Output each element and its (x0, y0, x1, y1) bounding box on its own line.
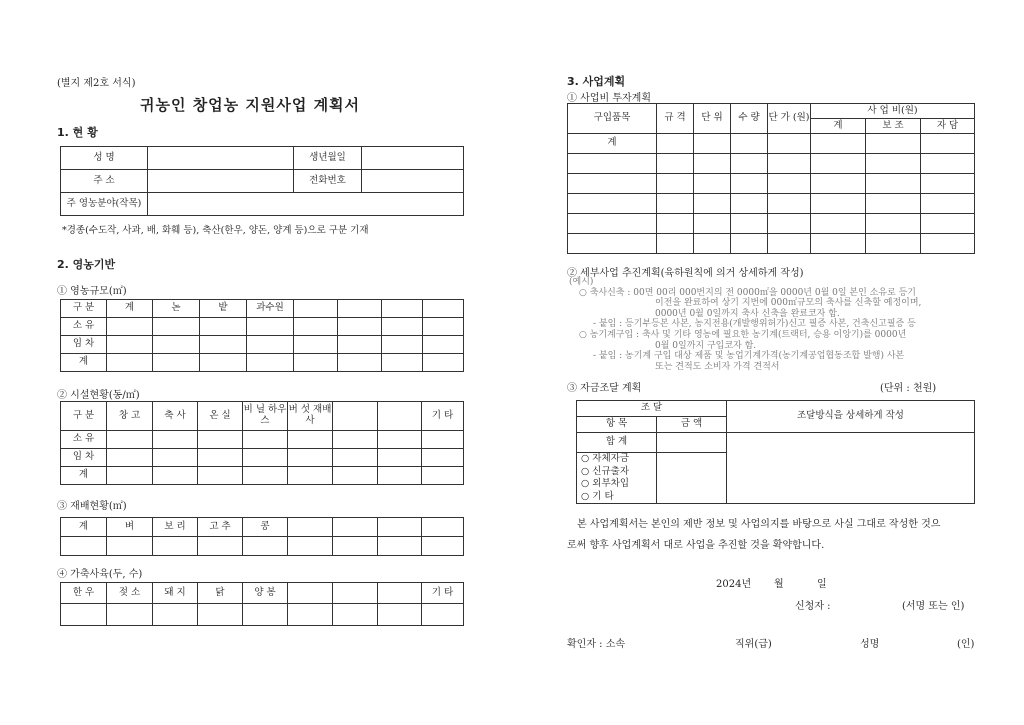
data-cell[interactable] (657, 214, 694, 234)
data-cell[interactable] (731, 174, 768, 194)
investment-caption: ① 사업비 투자계획 (567, 93, 651, 104)
data-cell[interactable] (921, 154, 975, 174)
form-reference: (별지 제2호 서식) (57, 78, 136, 89)
header-cell: 돼 지 (153, 583, 198, 604)
data-cell[interactable] (333, 449, 378, 467)
row-label: 소 유 (61, 431, 107, 449)
livestock-caption: ④ 가축사육(두, 수) (57, 569, 143, 580)
section-1-heading: 1. 현 황 (57, 126, 98, 139)
farm-scale-caption: ① 영농규모(㎡) (57, 286, 127, 297)
header-cell: 논 (153, 300, 200, 318)
data-cell[interactable] (107, 354, 153, 372)
data-cell[interactable] (153, 336, 200, 354)
data-cell[interactable] (731, 194, 768, 214)
data-cell[interactable] (768, 174, 811, 194)
data-cell[interactable] (247, 336, 294, 354)
confirm-label: 확인자 : 소속 (567, 639, 626, 650)
data-cell[interactable] (731, 134, 768, 154)
data-cell[interactable] (333, 537, 378, 556)
data-cell[interactable] (243, 537, 288, 556)
header-cell: 벼 (107, 518, 153, 537)
date-day: 일 (817, 579, 827, 590)
example-line: 이전을 완료하여 상기 지번에 000㎡규모의 축사를 신축할 예정이며, (655, 298, 922, 309)
blank-header[interactable] (338, 300, 382, 318)
funding-item: ○ 자체자금 (581, 453, 630, 464)
data-cell[interactable] (294, 336, 338, 354)
header-cell: 단 위 (694, 104, 731, 134)
example-line: ○ 축사신축 : 00면 00리 000번지의 전 0000㎡을 0000년 0월 0일 본인 소유로 등기 (579, 287, 916, 298)
data-cell[interactable] (657, 174, 694, 194)
status-table (60, 146, 464, 216)
header-cell: 버 섯 재배사 (288, 402, 333, 431)
data-cell[interactable] (107, 318, 153, 336)
phone-field[interactable] (362, 170, 464, 193)
data-cell[interactable] (768, 154, 811, 174)
data-cell[interactable] (338, 318, 382, 336)
data-cell[interactable] (921, 194, 975, 214)
blank-header[interactable] (333, 583, 378, 604)
data-cell[interactable] (61, 604, 107, 626)
data-cell[interactable] (921, 214, 975, 234)
data-cell[interactable] (294, 318, 338, 336)
farm-field-label: 주 영농분야(작목) (61, 193, 148, 216)
header-cell: 수 량 (731, 104, 768, 134)
data-cell[interactable] (422, 449, 464, 467)
header-cell: 항 목 (577, 417, 657, 433)
funding-item: ○ 외부차입 (581, 478, 630, 490)
birth-field[interactable] (362, 147, 464, 170)
data-cell[interactable] (866, 194, 921, 214)
data-cell[interactable] (198, 467, 243, 485)
data-cell[interactable] (200, 336, 247, 354)
data-cell[interactable] (768, 234, 811, 254)
data-cell[interactable] (153, 604, 198, 626)
data-cell[interactable] (243, 467, 288, 485)
cultivation-table (60, 517, 464, 556)
data-cell[interactable] (866, 134, 921, 154)
data-cell[interactable] (153, 449, 198, 467)
data-cell[interactable] (288, 449, 333, 467)
data-cell[interactable] (423, 354, 464, 372)
funding-item: ○ 신규출자 (581, 465, 630, 477)
data-cell[interactable] (694, 234, 731, 254)
data-cell[interactable] (153, 467, 198, 485)
data-cell[interactable] (378, 431, 422, 449)
data-cell[interactable] (768, 194, 811, 214)
address-label: 주 소 (61, 170, 148, 193)
page-title: 귀농인 창업농 지원사업 계획서 (140, 96, 361, 114)
blank-header[interactable] (422, 518, 464, 537)
facility-caption: ② 시설현황(동/㎡) (57, 390, 140, 401)
pledge-text (567, 514, 979, 556)
data-cell[interactable] (423, 336, 464, 354)
data-cell[interactable] (694, 154, 731, 174)
header-cell: 금 액 (657, 417, 727, 433)
total-label: 합 계 (577, 433, 657, 453)
data-cell[interactable] (657, 134, 694, 154)
data-cell[interactable] (378, 467, 422, 485)
data-cell[interactable] (200, 318, 247, 336)
header-cell: 콩 (243, 518, 288, 537)
blank-header[interactable] (423, 300, 464, 318)
data-cell[interactable] (288, 467, 333, 485)
blank-header[interactable] (382, 300, 423, 318)
farm-field-input[interactable] (148, 193, 464, 216)
data-cell[interactable] (811, 234, 866, 254)
data-cell[interactable] (288, 537, 333, 556)
blank-header[interactable] (333, 518, 378, 537)
data-cell[interactable] (378, 604, 422, 626)
pledge-line: 본 사업계획서는 본인의 제반 정보 및 사업의지를 바탕으로 사실 그대로 작성한 것으 (577, 519, 941, 530)
data-cell[interactable] (107, 431, 153, 449)
data-cell[interactable] (811, 214, 866, 234)
data-cell[interactable] (338, 336, 382, 354)
example-line: 또는 견적도 소비자 가격 견적서 (655, 361, 780, 372)
row-label: 계 (61, 467, 107, 485)
row-label: 임 차 (61, 336, 107, 354)
data-cell[interactable] (731, 214, 768, 234)
header-cell: 보 리 (153, 518, 198, 537)
data-cell[interactable] (768, 134, 811, 154)
total-amount[interactable] (657, 433, 727, 453)
data-cell[interactable] (288, 431, 333, 449)
header-cell: 비 닐 하우스 (243, 402, 288, 431)
data-cell[interactable] (333, 467, 378, 485)
funding-table (576, 400, 975, 504)
data-cell[interactable] (694, 194, 731, 214)
blank-header[interactable] (378, 402, 422, 431)
header-cell: 계 (107, 300, 153, 318)
data-cell[interactable] (422, 431, 464, 449)
example-line: ○ 농기계구입 : 축사 및 기타 영농에 필요한 농기계(트랙터, 승용 이앙기)를 0000년 (579, 330, 907, 341)
classification-note: *경종(수도작, 사과, 배, 화훼 등), 축산(한우, 양돈, 양계 등)으로 구분 기재 (62, 225, 369, 236)
applicant-sign[interactable]: (서명 또는 인) (902, 601, 965, 612)
header-cell: 보 조 (866, 119, 921, 134)
method-field[interactable] (727, 433, 975, 504)
row-label: 소 유 (61, 318, 107, 336)
date-year: 2024년 (716, 579, 752, 590)
data-cell[interactable] (731, 234, 768, 254)
data-cell[interactable] (243, 431, 288, 449)
data-cell[interactable] (294, 354, 338, 372)
row-label: 계 (568, 134, 657, 154)
data-cell[interactable] (921, 174, 975, 194)
example-line: - 붙임 : 농기계 구입 대상 제품 및 농업기계가격(농기계공업협동조합 발행) 사본 (593, 351, 905, 362)
data-cell[interactable] (153, 537, 198, 556)
data-cell[interactable] (243, 449, 288, 467)
data-cell[interactable] (568, 214, 657, 234)
data-cell[interactable] (153, 354, 200, 372)
data-cell[interactable] (694, 214, 731, 234)
header-cell: 온 실 (198, 402, 243, 431)
blank-header[interactable] (378, 583, 422, 604)
data-cell[interactable] (107, 467, 153, 485)
header-cell: 고 추 (198, 518, 243, 537)
header-cell: 과수원 (247, 300, 294, 318)
data-cell[interactable] (247, 354, 294, 372)
section-2-heading: 2. 영농기반 (57, 258, 116, 271)
pledge-line: 로써 향후 사업계획서 대로 사업을 추진할 것을 확약합니다. (567, 540, 825, 551)
blank-header[interactable] (294, 300, 338, 318)
data-cell[interactable] (811, 134, 866, 154)
data-cell[interactable] (568, 194, 657, 214)
header-cell: 양 봉 (243, 583, 288, 604)
section-3-heading: 3. 사업계획 (567, 75, 626, 88)
data-cell[interactable] (378, 449, 422, 467)
row-label: 계 (61, 354, 107, 372)
data-cell[interactable] (657, 234, 694, 254)
header-cell: 밭 (200, 300, 247, 318)
data-cell[interactable] (288, 604, 333, 626)
facility-table (60, 401, 464, 485)
blank-header[interactable] (378, 518, 422, 537)
data-cell[interactable] (422, 467, 464, 485)
data-cell[interactable] (568, 154, 657, 174)
data-cell[interactable] (378, 537, 422, 556)
phone-label: 전화번호 (294, 170, 362, 193)
header-cell: 기 타 (422, 402, 464, 431)
blank-header[interactable] (288, 518, 333, 537)
data-cell[interactable] (866, 234, 921, 254)
data-cell[interactable] (200, 354, 247, 372)
data-cell[interactable] (107, 449, 153, 467)
header-cell: 구 분 (61, 402, 107, 431)
header-cell: 구입품목 (568, 104, 657, 134)
header-cell: 규 격 (657, 104, 694, 134)
data-cell[interactable] (866, 214, 921, 234)
data-cell[interactable] (333, 604, 378, 626)
data-cell[interactable] (768, 214, 811, 234)
livestock-table (60, 582, 464, 626)
data-cell[interactable] (198, 431, 243, 449)
example-label: (예시) (569, 277, 594, 287)
blank-header[interactable] (288, 583, 333, 604)
header-cell: 기 타 (422, 583, 464, 604)
data-cell[interactable] (198, 604, 243, 626)
data-cell[interactable] (694, 174, 731, 194)
data-cell[interactable] (382, 336, 423, 354)
date-month: 월 (774, 579, 784, 590)
name-field[interactable] (148, 147, 294, 170)
funding-unit: (단위 : 천원) (880, 383, 937, 394)
birth-label: 생년월일 (294, 147, 362, 170)
example-line: 0월 0일까지 구입코자 함. (655, 340, 757, 351)
header-cell: 젖 소 (107, 583, 153, 604)
header-cell: 창 고 (107, 402, 153, 431)
header-cell: 조 달 (577, 401, 727, 417)
header-cell: 구 분 (61, 300, 107, 318)
data-cell[interactable] (382, 318, 423, 336)
data-cell[interactable] (243, 604, 288, 626)
example-line: 0000년 0월 0일까지 축사 신축을 완료코자 함. (655, 308, 840, 319)
data-cell[interactable] (382, 354, 423, 372)
data-cell[interactable] (694, 134, 731, 154)
data-cell[interactable] (247, 318, 294, 336)
data-cell[interactable] (61, 537, 107, 556)
data-cell[interactable] (921, 134, 975, 154)
applicant-label: 신청자 : (795, 601, 831, 612)
data-cell[interactable] (811, 194, 866, 214)
address-field[interactable] (148, 170, 294, 193)
name-label: 성 명 (61, 147, 148, 170)
header-cell: 계 (811, 119, 866, 134)
data-cell[interactable] (107, 336, 153, 354)
investment-table (567, 103, 975, 254)
confirm-seal[interactable]: (인) (957, 639, 975, 650)
data-cell[interactable] (657, 154, 694, 174)
blank-header[interactable] (333, 402, 378, 431)
data-cell[interactable] (338, 354, 382, 372)
data-cell[interactable] (811, 174, 866, 194)
data-cell[interactable] (568, 234, 657, 254)
header-cell: 자 담 (921, 119, 975, 134)
cultivation-caption: ③ 재배현황(㎡) (57, 501, 127, 512)
data-cell[interactable] (568, 174, 657, 194)
funding-items (577, 453, 657, 504)
farm-scale-table (60, 299, 464, 372)
data-cell[interactable] (153, 431, 198, 449)
plan-example (567, 277, 979, 372)
data-cell[interactable] (107, 537, 153, 556)
data-cell[interactable] (921, 234, 975, 254)
funding-item: ○ 기 타 (581, 490, 614, 502)
data-cell[interactable] (422, 537, 464, 556)
funding-amounts[interactable] (657, 453, 727, 504)
header-cell: 조달방식을 상세하게 작성 (727, 401, 975, 433)
data-cell[interactable] (866, 174, 921, 194)
data-cell[interactable] (811, 154, 866, 174)
confirm-name: 성명 (860, 639, 880, 650)
confirm-position: 직위(급) (735, 639, 772, 650)
header-cell: 계 (61, 518, 107, 537)
data-cell[interactable] (153, 318, 200, 336)
data-cell[interactable] (731, 154, 768, 174)
row-label: 임 차 (61, 449, 107, 467)
header-cell: 닭 (198, 583, 243, 604)
data-cell[interactable] (107, 604, 153, 626)
header-cell: 단 가 (원) (768, 104, 811, 134)
data-cell[interactable] (422, 604, 464, 626)
funding-caption: ③ 자금조달 계획 (567, 383, 642, 394)
data-cell[interactable] (423, 318, 464, 336)
header-cell: 사 업 비(원) (811, 104, 975, 119)
data-cell[interactable] (866, 154, 921, 174)
plan-caption: ② 세부사업 추진계획(육하원칙에 의거 상세하게 작성) (567, 268, 804, 279)
data-cell[interactable] (657, 194, 694, 214)
data-cell[interactable] (198, 449, 243, 467)
header-cell: 한 우 (61, 583, 107, 604)
data-cell[interactable] (198, 537, 243, 556)
example-line: - 붙임 : 등기부등본 사본, 농지전용(개발행위허가)신고 필증 사본, 건축신고필증 등 (593, 319, 916, 330)
data-cell[interactable] (333, 431, 378, 449)
header-cell: 축 사 (153, 402, 198, 431)
